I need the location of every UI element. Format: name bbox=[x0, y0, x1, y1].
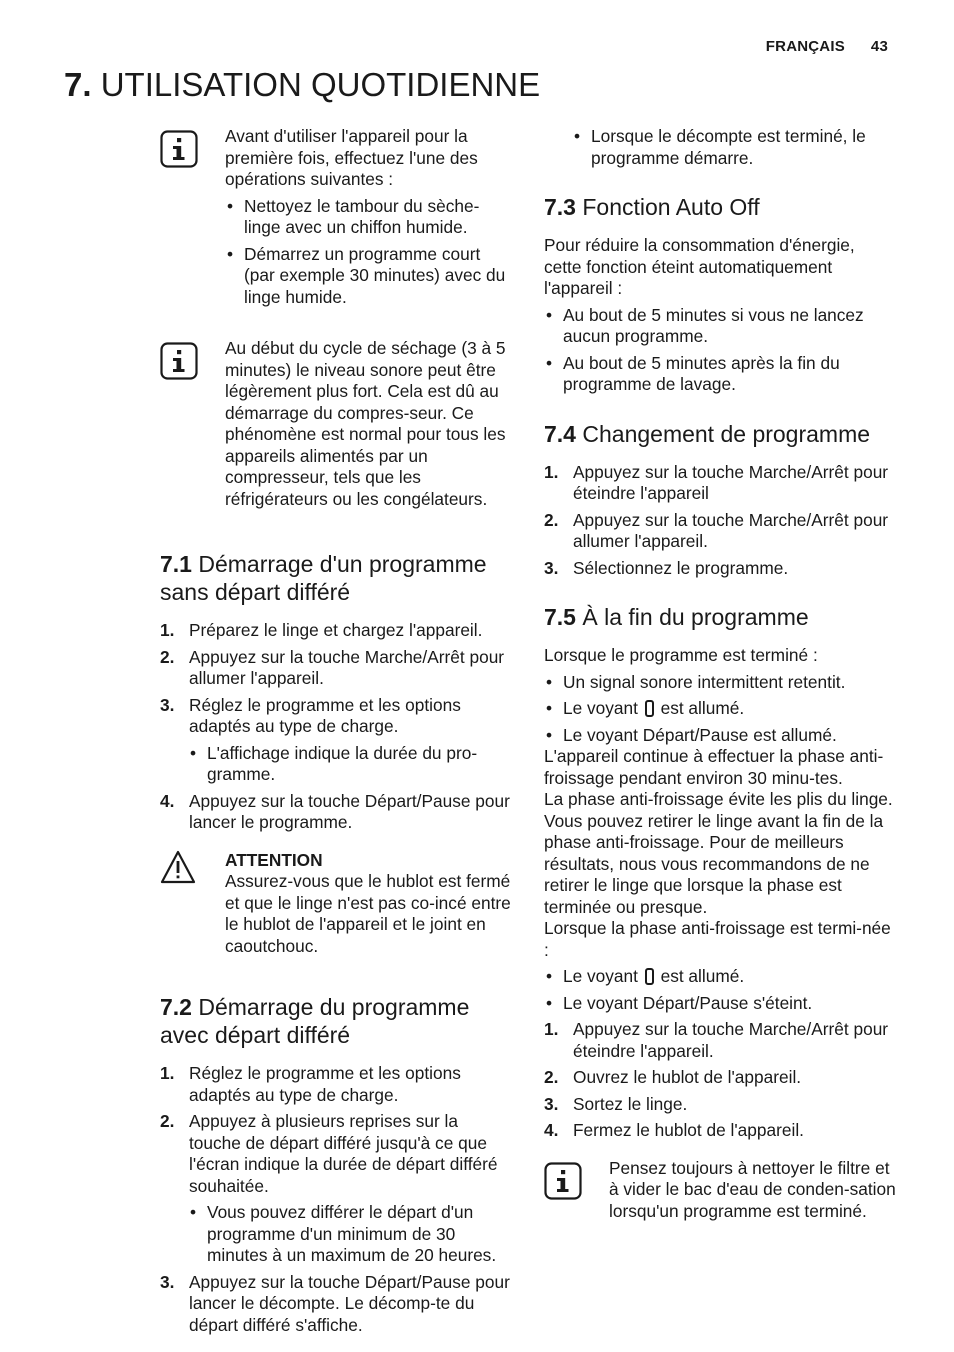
step-number: 3. bbox=[160, 1271, 175, 1292]
list-item: • Au bout de 5 minutes après la fin du programme de lavage. bbox=[544, 353, 896, 396]
section-number: 7.5 bbox=[544, 604, 576, 630]
door-lamp-icon bbox=[645, 700, 654, 717]
list-item-text: Le voyant bbox=[563, 698, 638, 718]
step-text: Réglez le programme et les options adaptés au type de charge. bbox=[189, 694, 461, 736]
step-text: Réglez le programme et les options adaptés au type de charge. bbox=[189, 1063, 461, 1105]
warning-text: Assurez-vous que le hublot est fermé et que le linge n'est pas co-incé entre le hublot de l'appareil et le joint en caoutchouc. bbox=[225, 871, 511, 956]
step-text: Appuyez sur la touche Départ/Pause pour lancer le programme. bbox=[189, 790, 510, 832]
section-heading bbox=[160, 550, 512, 606]
page-number: 43 bbox=[870, 38, 888, 55]
info-note bbox=[544, 1158, 896, 1223]
info-note bbox=[160, 126, 512, 308]
section-title: Fonction Auto Off bbox=[582, 194, 760, 220]
step-number: 4. bbox=[160, 790, 175, 811]
list-item-text: est allumé. bbox=[660, 966, 745, 986]
step-item bbox=[544, 1067, 896, 1089]
info-note bbox=[160, 338, 512, 510]
chapter-number: 7. bbox=[64, 66, 92, 103]
list-item-text: est allumé. bbox=[660, 698, 745, 718]
paragraph: Lorsque le programme est terminé : bbox=[544, 645, 818, 665]
section-title: Démarrage d'un programme sans départ différé bbox=[160, 551, 487, 605]
step-item bbox=[160, 791, 512, 834]
step-text: Appuyez sur la touche Départ/Pause pour lancer le décompte. Le décomp-te du départ différé s'affiche. bbox=[189, 1271, 510, 1335]
step-text: Appuyez sur la touche Marche/Arrêt pour éteindre l'appareil. bbox=[573, 1019, 889, 1061]
step-number: 1. bbox=[544, 461, 559, 482]
step-item bbox=[544, 1120, 896, 1142]
section-number: 7.1 bbox=[160, 551, 192, 577]
step-text: Fermez le hublot de l'appareil. bbox=[573, 1120, 804, 1140]
step-number: 1. bbox=[160, 1063, 175, 1083]
note-text: Avant d'utiliser l'appareil pour la première fois, effectuez l'une des opérations suivantes : bbox=[225, 126, 478, 189]
section-heading bbox=[544, 603, 896, 631]
step-item bbox=[544, 558, 896, 580]
warning-icon bbox=[160, 850, 196, 884]
step-number: 3. bbox=[160, 694, 175, 715]
info-icon bbox=[160, 342, 198, 380]
section-heading bbox=[544, 420, 896, 448]
step-text: Appuyez sur la touche Marche/Arrêt pour éteindre l'appareil bbox=[573, 461, 889, 503]
step-text: Ouvrez le hublot de l'appareil. bbox=[573, 1067, 802, 1087]
step-item bbox=[160, 1272, 512, 1337]
note-text: Au début du cycle de séchage (3 à 5 minutes) le niveau sonore peut être légèrement plus fort. Cela est dû au démarrage du compres-seur. Ce phénomène est normal pour tous les appareils alimentés par un compresseur, tels que les réfrigérateurs ou les congélateurs. bbox=[225, 338, 506, 509]
list-item: • L'affichage indique la durée du pro-gramme. bbox=[188, 743, 512, 786]
section-number: 7.4 bbox=[544, 420, 576, 447]
step-item bbox=[544, 510, 896, 553]
step-number: 4. bbox=[544, 1120, 559, 1140]
list-item: • Lorsque le décompte est terminé, le programme démarre. bbox=[572, 126, 896, 169]
info-icon bbox=[544, 1162, 582, 1200]
list-item-text: Le voyant bbox=[563, 966, 638, 986]
list-item: • Un signal sonore intermittent retentit. bbox=[544, 672, 896, 694]
page-header bbox=[766, 38, 888, 55]
right-column bbox=[544, 126, 896, 1234]
list-item: • Vous pouvez différer le départ d'un programme d'un minimum de 30 minutes à un maximum de 20 heures. bbox=[188, 1202, 512, 1267]
step-text: Appuyez à plusieurs reprises sur la touche de départ différé jusqu'à ce que l'écran indique la durée de départ différé souhaitée. bbox=[189, 1111, 498, 1196]
step-item bbox=[160, 1063, 512, 1106]
section-number: 7.3 bbox=[544, 194, 576, 220]
step-item bbox=[160, 620, 512, 642]
info-icon bbox=[160, 130, 198, 168]
list-item: • Démarrez un programme court (par exemple 30 minutes) avec du linge humide. bbox=[225, 244, 512, 309]
step-number: 2. bbox=[160, 646, 175, 667]
step-item bbox=[160, 647, 512, 690]
left-column bbox=[160, 126, 512, 1336]
list-item bbox=[544, 698, 896, 720]
step-item bbox=[544, 1019, 896, 1062]
paragraph: Pour réduire la consommation d'énergie, cette fonction éteint automatiquement l'appareil : bbox=[544, 235, 855, 298]
step-text: Appuyez sur la touche Marche/Arrêt pour allumer l'appareil. bbox=[189, 646, 505, 688]
paragraph: Vous pouvez retirer le linge avant la fin de la phase anti-froissage. Pour de meilleurs résultats, nous vous recommandons de ne retirer le linge que lorsque la phase est terminée ou presque. bbox=[544, 810, 884, 917]
section-title: Démarrage du programme avec départ différé bbox=[160, 994, 470, 1048]
step-item bbox=[160, 1111, 512, 1197]
section-heading bbox=[160, 993, 512, 1049]
list-item: • Le voyant Départ/Pause est allumé. bbox=[544, 725, 896, 747]
paragraph: La phase anti-froissage évite les plis du linge. bbox=[544, 789, 893, 809]
list-item: • Nettoyez le tambour du sèche-linge avec un chiffon humide. bbox=[225, 196, 512, 239]
warning-note bbox=[160, 850, 512, 958]
step-item bbox=[544, 462, 896, 505]
section-title: Changement de programme bbox=[582, 420, 871, 447]
warning-title: ATTENTION bbox=[225, 849, 323, 870]
note-text: Pensez toujours à nettoyer le filtre et à vider le bac d'eau de conden-sation lorsqu'un programme est terminé. bbox=[609, 1157, 896, 1221]
language-label: FRANÇAIS bbox=[765, 38, 845, 55]
step-text: Sélectionnez le programme. bbox=[573, 557, 789, 578]
section-title: À la fin du programme bbox=[582, 604, 809, 630]
step-text: Appuyez sur la touche Marche/Arrêt pour allumer l'appareil. bbox=[573, 509, 889, 551]
chapter-title bbox=[64, 66, 540, 104]
step-text: Préparez le linge et chargez l'appareil. bbox=[189, 620, 483, 640]
paragraph: L'appareil continue à effectuer la phase anti-froissage pendant environ 30 minu-tes. bbox=[544, 746, 884, 788]
section-heading bbox=[544, 193, 896, 221]
step-number: 3. bbox=[544, 1093, 559, 1114]
list-item bbox=[544, 966, 896, 988]
section-number: 7.2 bbox=[160, 994, 192, 1020]
step-number: 2. bbox=[544, 509, 559, 530]
step-number: 2. bbox=[544, 1067, 559, 1087]
step-number: 1. bbox=[160, 620, 175, 640]
paragraph: Lorsque la phase anti-froissage est termi-née : bbox=[544, 918, 891, 960]
step-item bbox=[544, 1094, 896, 1116]
list-item: • Le voyant Départ/Pause s'éteint. bbox=[544, 993, 896, 1015]
step-number: 1. bbox=[544, 1019, 559, 1039]
step-item bbox=[160, 695, 512, 738]
chapter-title-text: UTILISATION QUOTIDIENNE bbox=[100, 66, 541, 103]
door-lamp-icon bbox=[645, 968, 654, 985]
step-number: 2. bbox=[160, 1111, 175, 1131]
step-text: Sortez le linge. bbox=[573, 1093, 688, 1114]
step-number: 3. bbox=[544, 557, 559, 578]
list-item: • Au bout de 5 minutes si vous ne lancez aucun programme. bbox=[544, 305, 896, 348]
